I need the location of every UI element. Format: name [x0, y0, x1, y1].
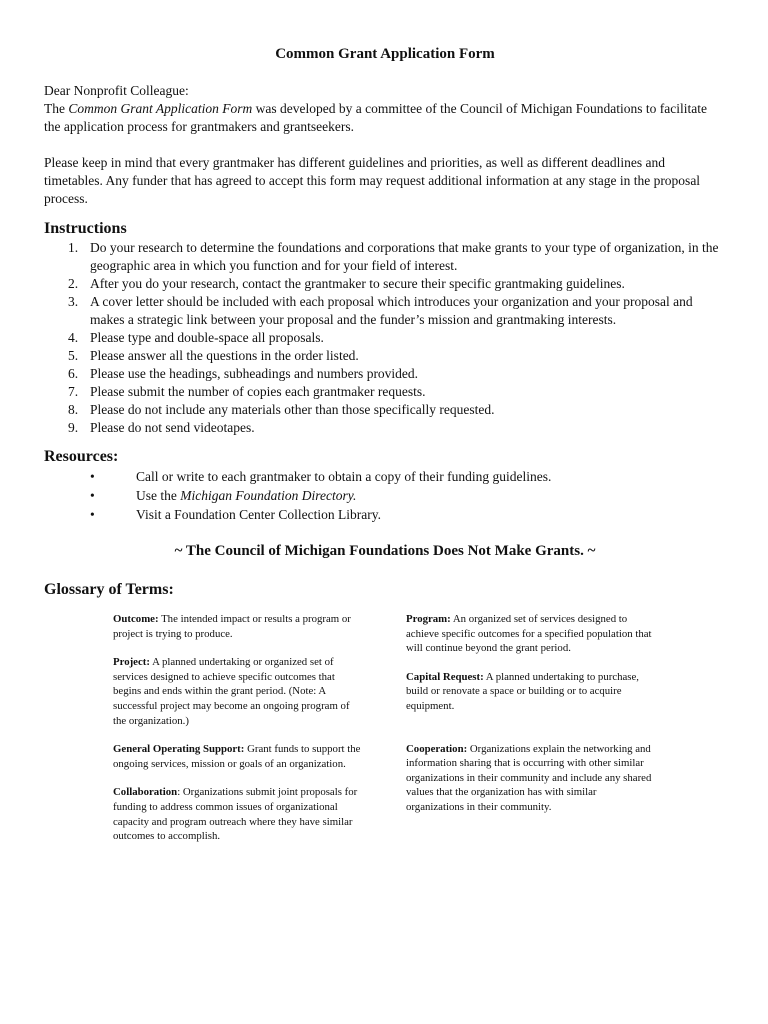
instructions-list [44, 239, 726, 437]
list-item: 5. Please answer all the questions in the order listed. [68, 348, 359, 363]
glossary-entry-cooperation: Cooperation: Organizations explain the networking and information sharing that is occurring with other similar organizations in their community and include any shared values that the organization has with similar organizations in their community. [406, 742, 652, 813]
bullet-icon: • [90, 507, 95, 522]
list-item: 6. Please use the headings, subheadings and numbers provided. [68, 366, 419, 381]
list-item: • Visit a Foundation Center Collection Library. [90, 507, 382, 522]
directory-title: Michigan Foundation Directory. [180, 488, 357, 503]
list-item: • Call or write to each grantmaker to obtain a copy of their funding guidelines. [90, 469, 552, 484]
intro-form-name: Common Grant Application Form [68, 101, 253, 116]
glossary-entry-project: Project: A planned undertaking or organized set of services designed to achieve specific outcomes that begins and ends within the grant period. (Note: A successful project may become an ongoing program of the organization.) [113, 656, 350, 727]
glossary-heading: Glossary of Terms: [44, 581, 174, 598]
bullet-icon: • [90, 469, 95, 484]
glossary-entry-collaboration: Collaboration: Organizations submit joint proposals for funding to address common issues of organizational capacity and program outreach where they have similar outcomes to accomplish. [113, 786, 358, 843]
intro-paragraph [44, 100, 726, 136]
resources-heading: Resources: [44, 448, 119, 465]
glossary-entry-capital-request: Capital Request: A planned undertaking to purchase, build or renovate a space or building or to acquire equipment. [406, 670, 640, 712]
glossary-left-column [113, 612, 363, 858]
glossary-entry-general-operating-support: General Operating Support: Grant funds to support the ongoing services, mission or goals of an organization. [113, 743, 361, 770]
intro-post: was developed by a committee of the Council of Michigan Foundations to facilitate the application process for grantmakers and grantseekers. [44, 101, 708, 134]
list-item: 3. A cover letter should be included with each proposal which introduces your organization and your proposal and makes a strategic link between your proposal and the funder’s mission and grantmaking interests. [68, 294, 693, 327]
bullet-icon: • [90, 488, 95, 503]
list-item: • Use the Michigan Foundation Directory. [90, 488, 357, 503]
instructions-heading: Instructions [44, 220, 127, 237]
intro-pre: The [44, 101, 69, 116]
list-item: 8. Please do not include any materials other than those specifically requested. [68, 402, 495, 417]
guidelines-paragraph: Please keep in mind that every grantmaker has different guidelines and priorities, as well as different deadlines and timetables. Any funder that has agreed to accept this form may request additional information at any stage in the proposal process. [44, 155, 701, 206]
glossary-right-column [406, 612, 656, 829]
salutation: Dear Nonprofit Colleague: [44, 83, 189, 98]
disclaimer-banner: ~ The Council of Michigan Foundations Does Not Make Grants. ~ [174, 543, 596, 559]
list-item: 1. Do your research to determine the foundations and corporations that make grants to your type of organization, in the geographic area in which you function and for your field of interest. [68, 240, 719, 273]
page-title: Common Grant Application Form [275, 46, 495, 62]
list-item: 7. Please submit the number of copies each grantmaker requests. [68, 384, 426, 399]
list-item: 2. After you do your research, contact the grantmaker to secure their specific grantmaking guidelines. [68, 276, 625, 291]
document-page [44, 44, 726, 892]
glossary-entry-program: Program: An organized set of services designed to achieve specific outcomes for a specified population that will continue beyond the grant period. [406, 613, 652, 655]
glossary [44, 612, 726, 892]
resources-list [44, 467, 726, 524]
list-item: 9. Please do not send videotapes. [68, 420, 255, 435]
glossary-entry-outcome: Outcome: The intended impact or results a program or project is trying to produce. [113, 613, 351, 640]
list-item: 4. Please type and double-space all proposals. [68, 330, 324, 345]
